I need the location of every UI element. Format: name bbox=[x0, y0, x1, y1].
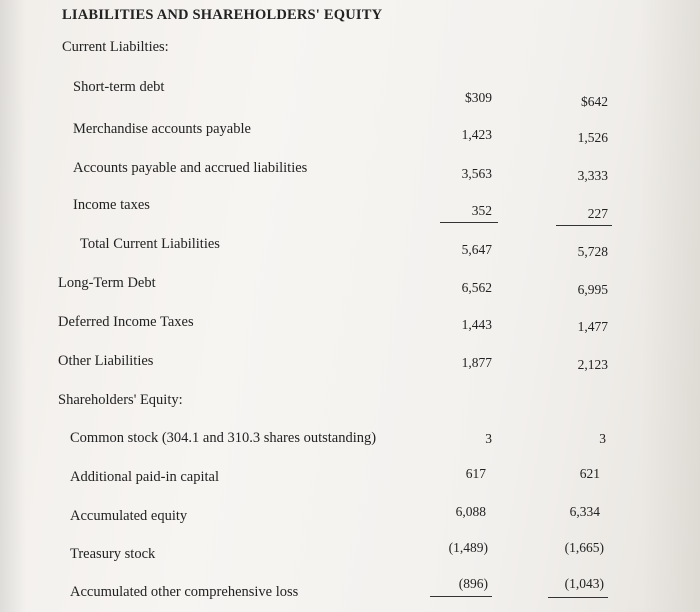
row-label-income-taxes: Income taxes bbox=[73, 197, 150, 213]
row-label-deferred-income-taxes: Deferred Income Taxes bbox=[58, 314, 194, 330]
shareholders-equity-heading: Shareholders' Equity: bbox=[58, 392, 183, 408]
row-label-treasury-stock: Treasury stock bbox=[70, 546, 156, 562]
value-short-term-debt-col1: $309 bbox=[465, 90, 492, 105]
row-label-accounts-payable: Accounts payable and accrued liabilities bbox=[73, 160, 308, 176]
value-other-liabilities-col1: 1,877 bbox=[461, 355, 492, 370]
equity-underline-col2 bbox=[548, 597, 608, 598]
value-long-term-debt-col2: 6,995 bbox=[577, 282, 608, 297]
value-accumulated-oci-loss-col1: (896) bbox=[458, 576, 488, 591]
value-merchandise-payable-col2: 1,526 bbox=[577, 130, 608, 145]
equity-underline-col1 bbox=[430, 596, 492, 597]
subtotal-underline-col1 bbox=[440, 222, 498, 223]
row-label-total-current-liabilities: Total Current Liabilities bbox=[80, 236, 220, 252]
row-label-short-term-debt: Short-term debt bbox=[73, 79, 165, 95]
value-treasury-stock-col2: (1,665) bbox=[564, 540, 604, 555]
value-total-current-liabilities-col2: 5,728 bbox=[577, 244, 608, 259]
value-additional-paid-in-capital-col1: 617 bbox=[465, 466, 486, 481]
row-label-common-stock: Common stock (304.1 and 310.3 shares outstanding) bbox=[70, 430, 377, 446]
value-accounts-payable-col2: 3,333 bbox=[577, 168, 608, 183]
row-label-additional-paid-in-capital: Additional paid-in capital bbox=[70, 469, 219, 485]
value-short-term-debt-col2: $642 bbox=[581, 94, 608, 109]
row-label-accumulated-oci-loss: Accumulated other comprehensive loss bbox=[70, 584, 299, 600]
value-deferred-income-taxes-col1: 1,443 bbox=[461, 317, 492, 332]
row-label-long-term-debt: Long-Term Debt bbox=[58, 275, 156, 291]
value-merchandise-payable-col1: 1,423 bbox=[461, 127, 492, 142]
value-accounts-payable-col1: 3,563 bbox=[461, 166, 492, 181]
row-label-accumulated-equity: Accumulated equity bbox=[70, 508, 188, 524]
value-accumulated-equity-col2: 6,334 bbox=[569, 504, 600, 519]
value-long-term-debt-col1: 6,562 bbox=[461, 280, 492, 295]
value-common-stock-col2: 3 bbox=[599, 431, 606, 446]
value-accumulated-oci-loss-col2: (1,043) bbox=[564, 576, 604, 591]
row-label-other-liabilities: Other Liabilities bbox=[58, 353, 154, 369]
value-total-current-liabilities-col1: 5,647 bbox=[461, 242, 492, 257]
value-deferred-income-taxes-col2: 1,477 bbox=[577, 319, 608, 334]
page-edge-shadow bbox=[0, 0, 26, 612]
current-liabilities-heading: Current Liabilties: bbox=[62, 39, 169, 55]
value-additional-paid-in-capital-col2: 621 bbox=[579, 466, 600, 481]
value-income-taxes-col1: 352 bbox=[471, 203, 492, 218]
value-income-taxes-col2: 227 bbox=[587, 206, 608, 221]
subtotal-underline-col2 bbox=[556, 225, 612, 226]
section-title: LIABILITIES AND SHAREHOLDERS' EQUITY bbox=[62, 7, 383, 23]
row-label-merchandise-payable: Merchandise accounts payable bbox=[73, 121, 251, 137]
page-right-shade bbox=[640, 0, 700, 612]
value-accumulated-equity-col1: 6,088 bbox=[455, 504, 486, 519]
value-treasury-stock-col1: (1,489) bbox=[448, 540, 488, 555]
value-common-stock-col1: 3 bbox=[485, 431, 492, 446]
value-other-liabilities-col2: 2,123 bbox=[577, 357, 608, 372]
